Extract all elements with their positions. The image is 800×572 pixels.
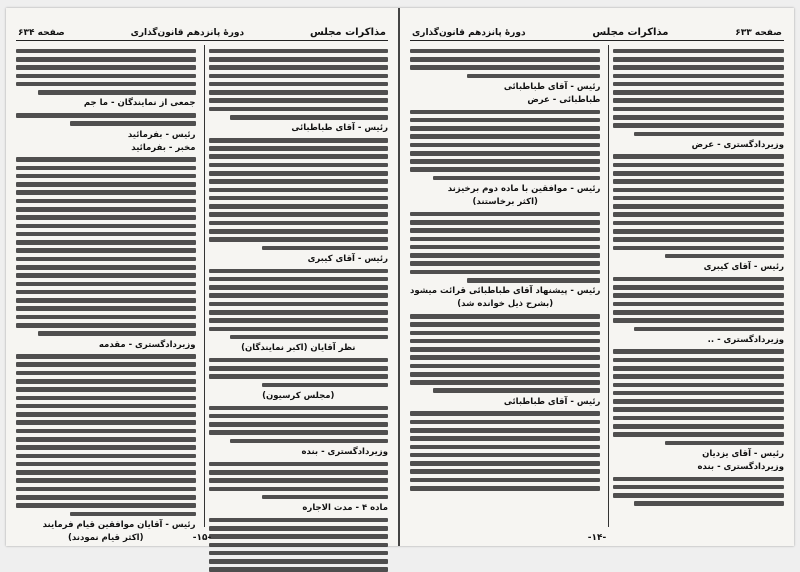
text-line [209,212,389,217]
text-line [410,355,600,360]
text-line [613,293,784,298]
text-line [410,372,600,377]
speaker-heading: رئیس - آقای یزدیان [702,448,784,459]
speaker-heading: رئیس - پیشنهاد آقای طباطبائی قرائت میشود [410,286,601,297]
text-line [16,478,196,483]
text-line [209,49,389,54]
text-line [16,57,196,62]
text-line [209,188,389,193]
speaker-heading: رئیس - آقایان موافقین قیام فرمایند [42,519,196,530]
right-columns [410,45,784,527]
text-line [16,354,196,359]
text-line [209,302,389,307]
text-line [410,445,600,450]
text-line [16,240,196,245]
text-line [613,416,784,421]
text-line [209,65,389,70]
text-line [209,366,389,371]
text-line [410,347,600,352]
speaker-heading: رئیس - آقای طباطبائی [503,81,601,92]
text-line [209,204,389,209]
text-line [209,551,389,556]
text-line [467,74,600,79]
parenthetical-note: (بشرح ذیل خوانده شد) [457,299,554,310]
speaker-heading: وزیردادگستری - مقدمه [98,339,196,350]
speaker-heading: رئیس - آقای کیبری [307,253,388,264]
text-line [38,90,196,95]
left-page-label: صفحه ۶۳۴ [18,28,65,38]
text-line [410,411,600,416]
text-line [410,57,600,62]
text-line [613,179,784,184]
text-line [613,107,784,112]
text-line [433,388,601,393]
speaker-heading: مخبر - بفرمائید [131,142,196,153]
speaker-heading: جمعی از نمایندگان - ما جم [83,98,196,109]
text-line [16,371,196,376]
right-col-left [410,45,600,527]
text-line [209,478,389,483]
text-line [209,107,389,112]
left-folio: -۱۵- [192,533,212,543]
text-line [634,132,784,137]
text-line [410,49,600,54]
text-line [209,269,389,274]
text-line [410,322,600,327]
text-line [613,90,784,95]
text-line [410,126,600,131]
text-line [613,424,784,429]
text-line [410,261,600,266]
text-line [613,407,784,412]
text-line [209,374,389,379]
text-line [209,327,389,332]
text-line [613,277,784,282]
text-line [410,118,600,123]
text-line [209,277,389,282]
text-line [16,207,196,212]
text-line [410,237,600,242]
text-line [410,314,600,319]
text-line [209,430,389,435]
right-header-title: مذاکرات مجلس [592,27,669,38]
text-line [613,374,784,379]
parenthetical-note: (مجلس کرسیون) [262,390,335,401]
text-line [16,257,196,262]
text-line [613,246,784,251]
text-line [209,559,389,564]
text-line [262,495,388,500]
text-line [209,487,389,492]
text-line [209,229,389,234]
text-line [410,270,600,275]
text-line [665,254,784,259]
text-line [209,82,389,87]
text-line [16,503,196,508]
text-line [613,82,784,87]
text-line [16,379,196,384]
text-line [410,253,600,258]
text-line [410,110,600,115]
text-line [16,265,196,270]
text-line [16,323,196,328]
text-line [613,310,784,315]
text-line [433,176,601,181]
text-line [613,399,784,404]
text-line [16,215,196,220]
text-line [16,420,196,425]
text-line [209,414,389,419]
left-page [6,8,400,546]
text-line [70,512,196,517]
text-line [613,318,784,323]
text-line [209,57,389,62]
text-line [410,331,600,336]
text-line [613,154,784,159]
article-heading: ماده ۴ - مدت الاجاره [302,503,388,514]
text-line [209,358,389,363]
speaker-heading: رئیس - آقای طباطبائی [503,396,601,407]
text-line [16,298,196,303]
left-col-right [204,45,389,527]
text-line [209,196,389,201]
text-line [38,331,196,336]
right-header-session: دورهٔ پانزدهم قانون‌گذاری [412,28,526,38]
text-line [209,74,389,79]
text-line [70,121,196,126]
text-line [209,138,389,143]
speaker-heading: طباطبائی - عرض [527,94,601,105]
text-line [613,485,784,490]
text-line [613,171,784,176]
text-line [410,220,600,225]
text-line [209,98,389,103]
text-line [613,229,784,234]
text-line [16,224,196,229]
speaker-heading: وزیردادگستری - بنده [301,446,388,457]
text-line [209,310,389,315]
text-line [410,167,600,172]
text-line [16,487,196,492]
document-spread [6,8,794,546]
text-line [209,470,389,475]
left-header-title: مذاکرات مجلس [309,27,386,38]
speaker-heading: رئیس - موافقین با ماده دوم برخیزند [447,184,601,195]
text-line [262,383,388,388]
text-line [16,445,196,450]
text-line [209,237,389,242]
speaker-heading: وزیردادگستری - .. [707,334,784,345]
text-line [634,501,784,506]
text-line [16,166,196,171]
text-line [16,315,196,320]
text-line [613,432,784,437]
text-line [410,469,600,474]
text-line [613,302,784,307]
text-line [16,65,196,70]
left-col-left [16,45,196,543]
text-line [16,174,196,179]
text-line [16,387,196,392]
text-line [230,335,388,340]
speaker-heading: وزیردادگستری - عرض [691,139,784,150]
speaker-heading: رئیس - آقای طباطبائی [291,123,388,134]
text-line [16,362,196,367]
speaker-heading: رئیس - بفرمائید [127,129,196,140]
parenthetical-note: نظر آقایان (اکبر نمایندگان) [241,343,356,354]
text-line [16,454,196,459]
text-line [16,429,196,434]
text-line [16,306,196,311]
text-line [613,383,784,388]
text-line [410,478,600,483]
text-line [410,228,600,233]
text-line [16,248,196,253]
text-line [209,154,389,159]
text-line [613,57,784,62]
text-line [613,493,784,498]
text-line [410,436,600,441]
text-line [16,74,196,79]
text-line [613,196,784,201]
text-line [16,290,196,295]
text-line [410,428,600,433]
text-line [16,437,196,442]
text-line [16,199,196,204]
text-line [467,278,600,283]
right-col-right [608,45,784,527]
text-line [209,146,389,151]
text-line [613,204,784,209]
text-line [16,190,196,195]
text-line [613,358,784,363]
text-line [613,366,784,371]
text-line [209,543,389,548]
text-line [209,406,389,411]
text-line [262,246,388,251]
text-line [16,404,196,409]
right-page-label: صفحه ۶۳۳ [735,28,782,38]
text-line [410,420,600,425]
text-line [16,495,196,500]
text-line [209,90,389,95]
text-line [209,526,389,531]
text-line [16,282,196,287]
text-line [613,163,784,168]
text-line [613,477,784,482]
text-line [209,179,389,184]
text-line [613,391,784,396]
text-line [16,113,196,118]
text-line [16,232,196,237]
right-folio: -۱۴- [587,533,607,543]
text-line [16,273,196,278]
text-line [410,212,600,217]
text-line [613,285,784,290]
speaker-heading: وزیردادگستری - بنده [697,461,784,472]
parenthetical-note: (اکثر برخاستند) [472,197,538,208]
text-line [613,65,784,70]
right-page [400,8,794,546]
text-line [410,380,600,385]
text-line [410,364,600,369]
text-line [16,157,196,162]
text-line [613,188,784,193]
text-line [16,470,196,475]
text-line [209,422,389,427]
text-line [16,182,196,187]
text-line [209,567,389,572]
text-line [613,237,784,242]
text-line [410,453,600,458]
text-line [410,245,600,250]
text-line [613,115,784,120]
text-line [613,49,784,54]
text-line [410,486,600,491]
text-line [209,518,389,523]
text-line [410,65,600,70]
text-line [16,49,196,54]
text-line [16,396,196,401]
text-line [410,151,600,156]
text-line [613,349,784,354]
left-header-session: دورهٔ پانزدهم قانون‌گذاری [130,28,245,38]
text-line [209,318,389,323]
right-running-head [410,14,784,41]
text-line [16,82,196,87]
parenthetical-note: (اکثر قیام نمودند) [68,532,144,543]
text-line [665,441,784,446]
text-line [410,159,600,164]
text-line [230,115,388,120]
speaker-heading: رئیس - آقای کیبری [703,262,784,273]
text-line [613,212,784,217]
text-line [209,171,389,176]
text-line [410,339,600,344]
text-line [410,461,600,466]
text-line [230,439,388,444]
text-line [613,74,784,79]
text-line [16,412,196,417]
left-running-head [16,14,388,41]
text-line [16,462,196,467]
text-line [613,221,784,226]
text-line [209,293,389,298]
text-line [410,134,600,139]
text-line [209,285,389,290]
text-line [410,143,600,148]
text-line [613,98,784,103]
text-line [209,221,389,226]
text-line [209,163,389,168]
text-line [613,123,784,128]
text-line [209,462,389,467]
text-line [634,327,784,332]
